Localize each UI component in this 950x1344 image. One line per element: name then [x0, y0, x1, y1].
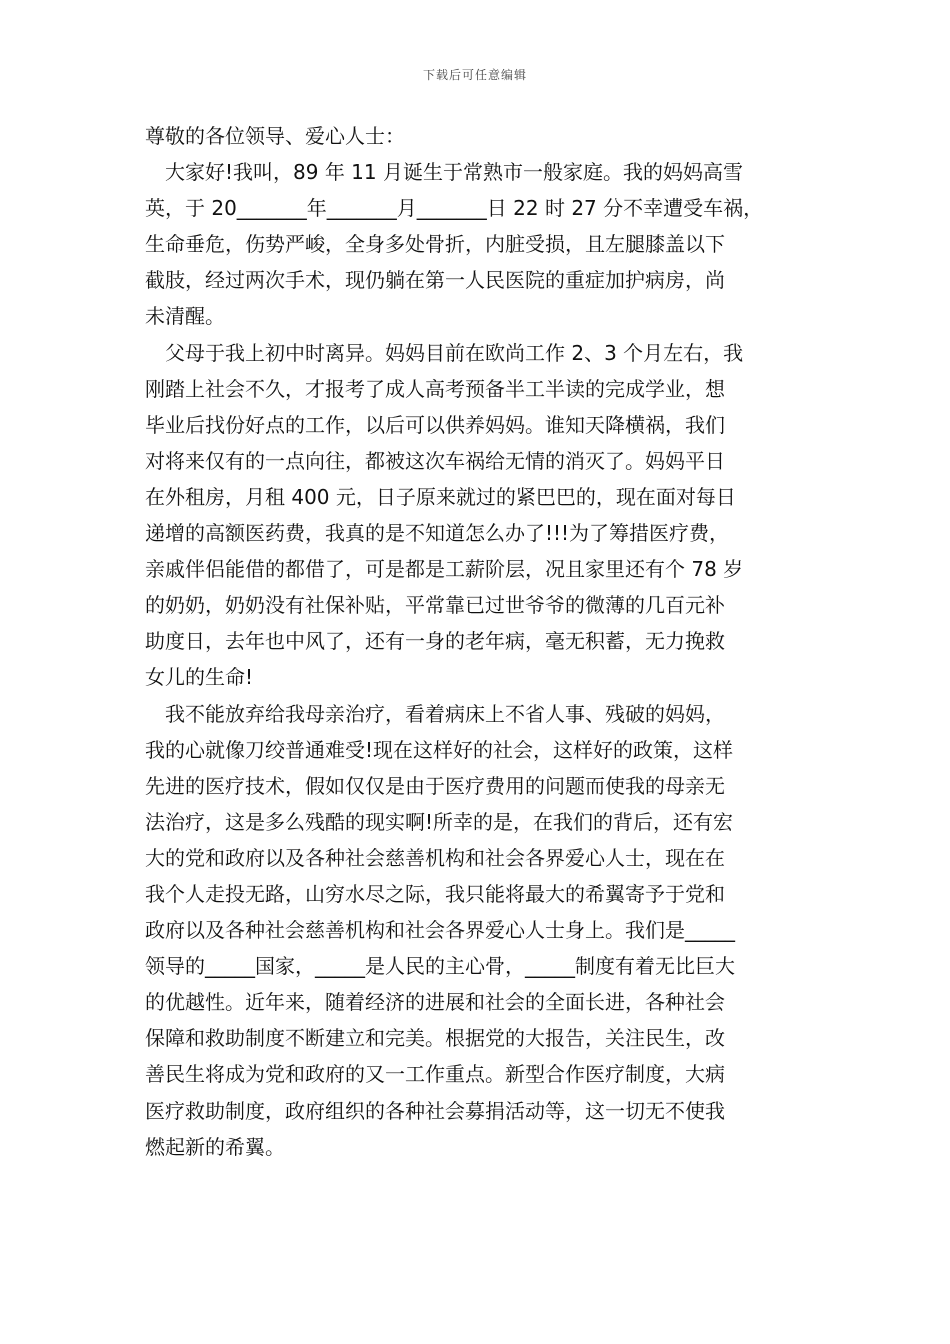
paragraph-line: 善民生将成为党和政府的又一工作重点。新型合作医疗制度，大病: [145, 1062, 725, 1087]
paragraph-line: 助度日，去年也中风了，还有一身的老年病，毫无积蓄，无力挽救: [145, 629, 725, 654]
paragraph-line: 的奶奶，奶奶没有社保补贴，平常靠已过世爷爷的微薄的几百元补: [145, 593, 725, 618]
document-body: [145, 118, 807, 1165]
paragraph-line: 保障和救助制度不断建立和完美。根据党的大报告，关注民生，改: [145, 1026, 725, 1051]
paragraph-family: [145, 335, 807, 696]
paragraph-line: 女儿的生命!: [145, 665, 254, 690]
paragraph-accident: [145, 154, 807, 334]
paragraph-line: 英，于 20_______年_______月_______日 22 时 27 分不幸遭受车祸，: [145, 196, 764, 221]
paragraph-line: 对将来仅有的一点向往，都被这次车祸给无情的消灭了。妈妈平日: [145, 448, 725, 473]
paragraph-line: 法治疗，这是多么残酷的现实啊!所幸的是，在我们的背后，还有宏: [145, 809, 734, 834]
paragraph-line: 我个人走投无路，山穷水尽之际，我只能将最大的希翼寄予于党和: [145, 881, 725, 906]
paragraph-line: 我不能放弃给我母亲治疗，看着病床上不省人事、残破的妈妈，: [165, 701, 725, 726]
paragraph-line: 刚踏上社会不久，才报考了成人高考预备半工半读的完成学业，想: [145, 376, 725, 401]
paragraph-line: 截肢，经过两次手术，现仍躺在第一人民医院的重症加护病房，尚: [145, 268, 725, 293]
paragraph-line: 在外租房，月租 400 元，日子原来就过的紧巴巴的，现在面对每日: [145, 484, 736, 509]
paragraph-line: 亲戚伴侣能借的都借了，可是都是工薪阶层，况且家里还有个 78 岁: [145, 557, 744, 582]
paragraph-line: 的优越性。近年来，随着经济的进展和社会的全面长进，各种社会: [145, 990, 725, 1015]
paragraph-line: 我的心就像刀绞普通难受!现在这样好的社会，这样好的政策，这样: [145, 737, 734, 762]
paragraph-line: 毕业后找份好点的工作，以后可以供养妈妈。谁知天降横祸，我们: [145, 412, 725, 437]
page-header: 下载后可任意编辑: [422, 68, 527, 82]
salutation: 尊敬的各位领导、爱心人士：: [145, 124, 405, 148]
paragraph-line: 燃起新的希翼。: [145, 1134, 285, 1159]
paragraph-line: 医疗救助制度，政府组织的各种社会募捐活动等，这一切无不使我: [145, 1098, 725, 1123]
paragraph-appeal: [145, 696, 807, 1165]
paragraph-line: 大的党和政府以及各种社会慈善机构和社会各界爱心人士，现在在: [145, 845, 725, 870]
paragraph-line: 未清醒。: [145, 304, 225, 329]
paragraph-line: 领导的_____国家，_____是人民的主心骨，_____制度有着无比巨大: [145, 954, 735, 979]
paragraph-line: 生命垂危，伤势严峻，全身多处骨折，内脏受损，且左腿膝盖以下: [145, 232, 725, 257]
paragraph-line: 大家好!我叫，89 年 11 月诞生于常熟市一般家庭。我的妈妈高雪: [165, 160, 743, 185]
paragraph-line: 先进的医疗技术，假如仅仅是由于医疗费用的问题而使我的母亲无: [145, 773, 725, 798]
paragraph-line: 政府以及各种社会慈善机构和社会各界爱心人士身上。我们是_____: [145, 918, 735, 943]
paragraph-line: 递增的高额医药费，我真的是不知道怎么办了!!!为了筹措医疗费，: [145, 521, 730, 546]
paragraph-line: 父母于我上初中时离异。妈妈目前在欧尚工作 2、3 个月左右，我: [165, 340, 744, 365]
